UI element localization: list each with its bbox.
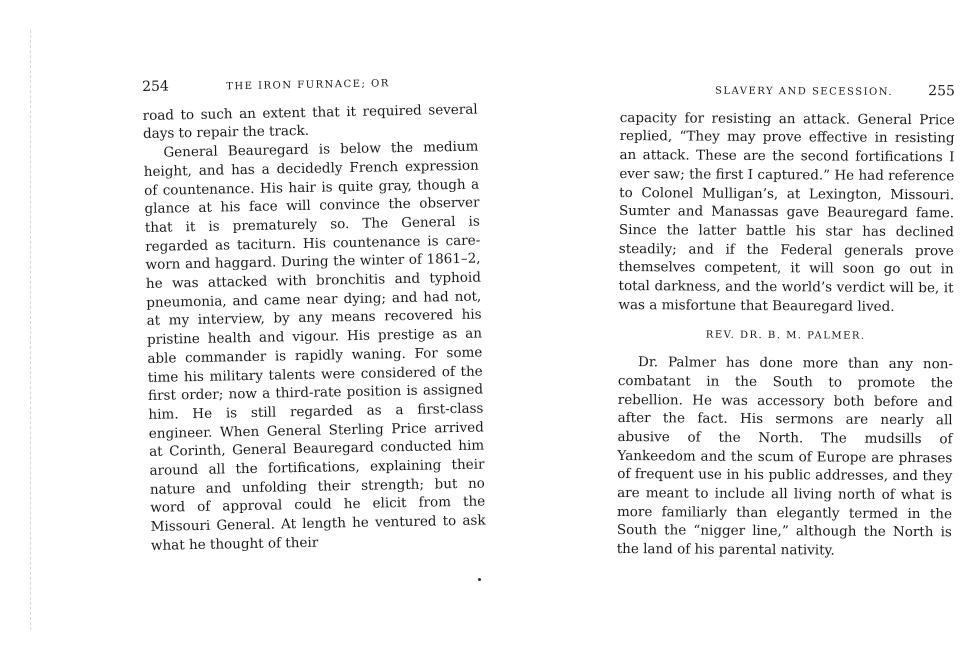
right-page-header xyxy=(620,80,955,103)
left-running-head: THE IRON FURNACE; OR xyxy=(226,78,390,93)
scan-edge-artifact xyxy=(30,30,49,630)
right-running-head: SLAVERY AND SECESSION. xyxy=(715,85,894,98)
scan-speck xyxy=(478,578,481,581)
right-page-number: 255 xyxy=(928,83,955,100)
left-page-number: 254 xyxy=(142,78,170,95)
paragraph: Dr. Palmer has done more than any non-combatant in the South to promote the rebellion. He was accessory both before and after the fact. His sermons are nearly all abusive of the North. The mudsills of Yankeedom and the scum of Europe are phrases of frequent use in his public addresses, and they are meant to include all living north of what is more familiarly than elegantly termed in the South the “nigger line,” although the North is the land of his parental nativity. xyxy=(616,354,954,559)
paragraph: General Beauregard is below the medium height, and has a decidedly French expression of countenance. His hair is quite gray, though a glance at his face will convince the observer that it is prematurely so. The General is regarded as taciturn. His countenance is care-worn and haggard. During the winter of 1861–2, he was attacked with bronchitis and typhoid pneumonia, and came near dying; and had not, at my interview, by any means recovered his pristine health and vigour. His prestige as an able commander is rapidly waning. For some time his military talents were considered of the first order; now a third-rate position is assigned him. He is still regarded as a first-class engineer. When General Sterling Price arrived at Corinth, General Beauregard conducted him around all the fortifications, explaining their nature and unfolding their strength; but no word of approval could he elicit from the Missouri General. At length he ventured to ask what he thought of their xyxy=(143,138,486,554)
left-page xyxy=(142,72,486,556)
left-page-body xyxy=(143,100,487,555)
section-heading: REV. DR. B. M. PALMER. xyxy=(705,330,866,343)
right-page xyxy=(617,80,955,561)
paragraph: road to such an extent that it required several days to repair the track. xyxy=(142,101,478,143)
paragraph: capacity for resisting an attack. General Price replied, “They may prove effective in resisting an attack. These are the second fortifications I ever saw; the first I captured.” He had reference to Colonel Mulligan’s, at Lexington, Missouri. Sumter and Manassas gave Beauregard fame. Since the latter battle his star has declined steadily; and if the Federal generals prove themselves competent, it will soon go out in total darkness, and the world’s verdict will be, it was a misfortune that Beauregard lived. xyxy=(618,109,955,315)
left-page-header xyxy=(142,72,477,99)
right-page-body xyxy=(617,109,955,561)
